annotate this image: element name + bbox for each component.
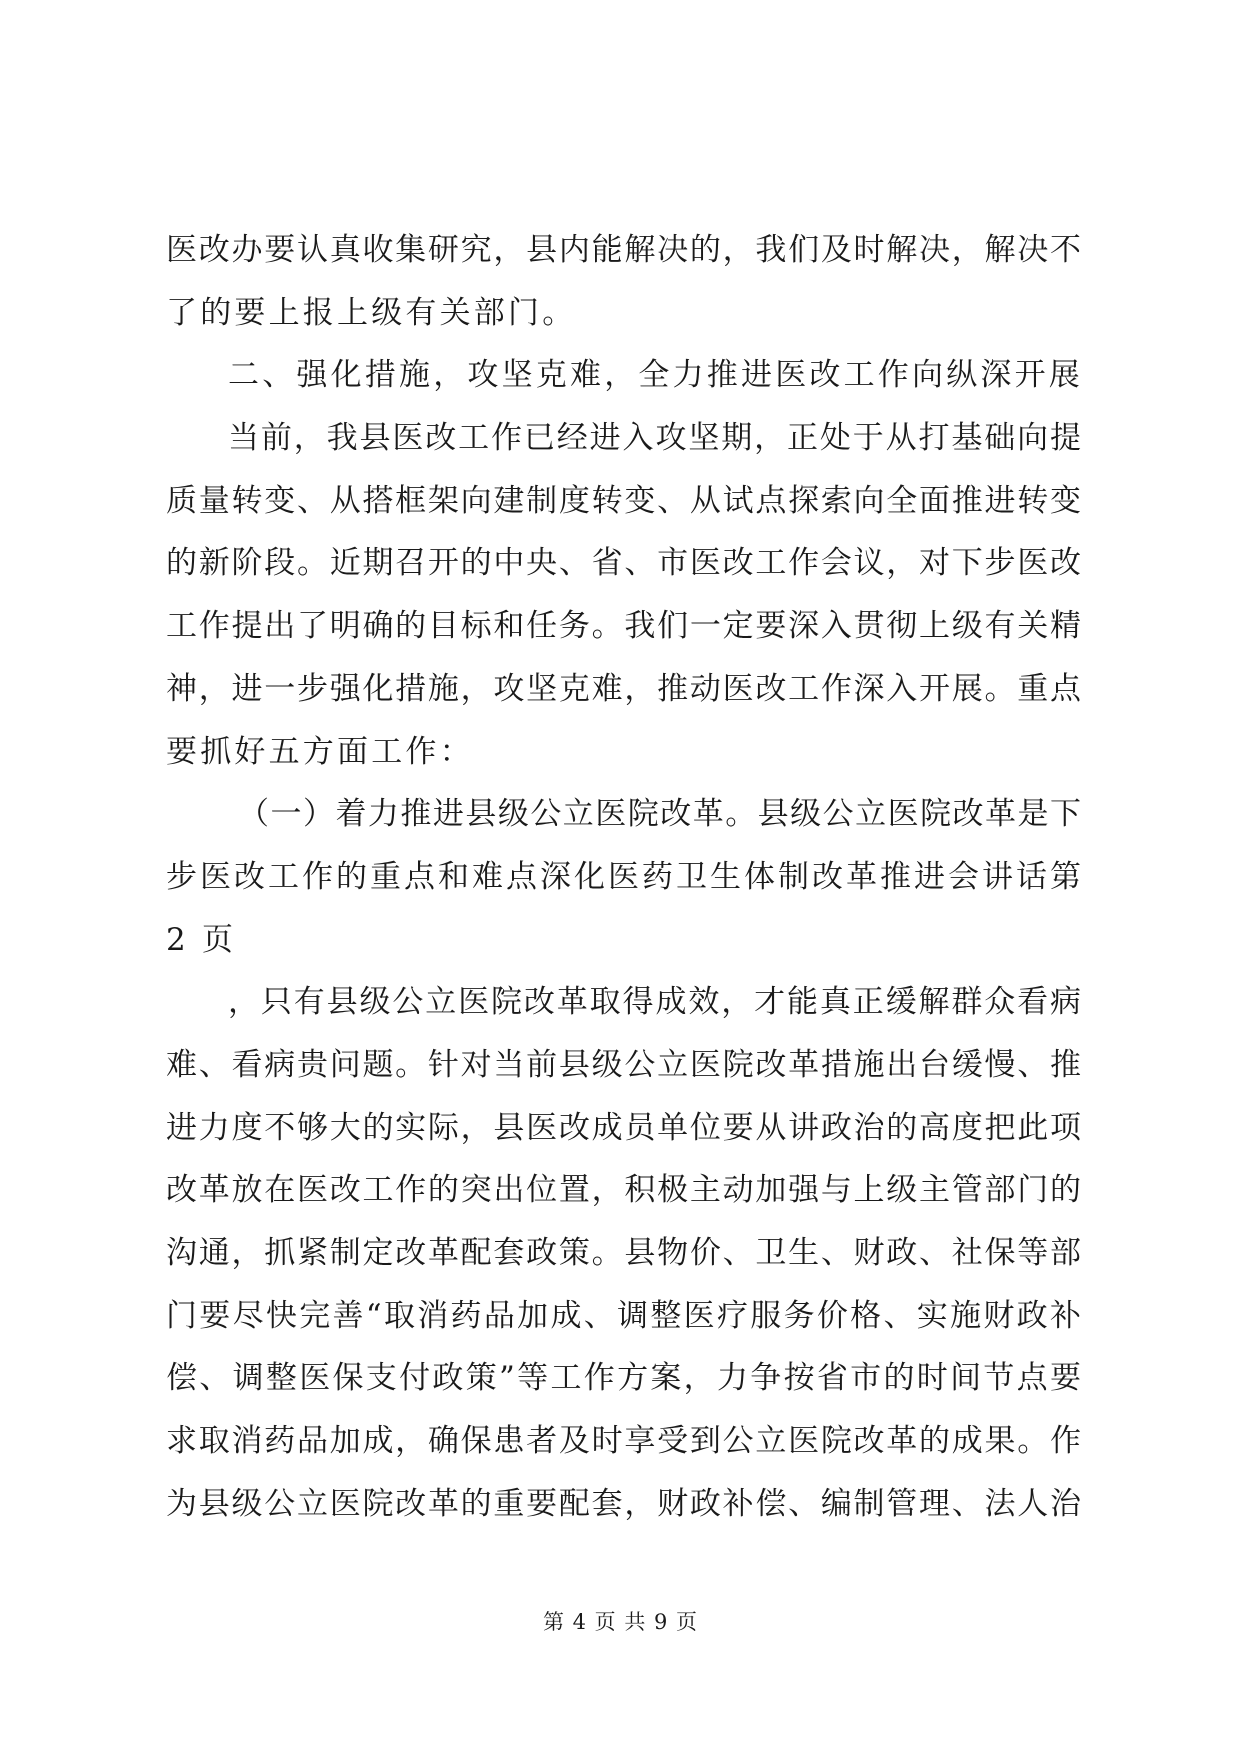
text-line: 难、看病贵问题。针对当前县级公立医院改革措施出台缓慢、推: [166, 1046, 1081, 1083]
section-heading: 二、强化措施，攻坚克难，全力推进医改工作向纵深开展: [228, 357, 1083, 394]
text-line: 进力度不够大的实际，县医改成员单位要从讲政治的高度把此项: [166, 1109, 1081, 1146]
text-line: 门要尽快完善“取消药品加成、调整医疗服务价格、实施财政补: [166, 1297, 1081, 1334]
page-footer: 第 4 页 共 9 页: [542, 1610, 699, 1634]
text-line: 的新阶段。近期召开的中央、省、市医改工作会议，对下步医改: [166, 545, 1081, 582]
text-line: 求取消药品加成，确保患者及时享受到公立医院改革的成果。作: [166, 1423, 1081, 1460]
body-text: [166, 232, 1081, 1548]
text-line: 改革放在医改工作的突出位置，积极主动加强与上级主管部门的: [166, 1172, 1081, 1209]
subsection-line: （一）着力推进县级公立医院改革。县级公立医院改革是下: [238, 796, 1081, 833]
text-line: 偿、调整医保支付政策”等工作方案，力争按省市的时间节点要: [166, 1360, 1081, 1397]
text-line: 医改办要认真收集研究，县内能解决的，我们及时解决，解决不: [166, 232, 1081, 268]
text-line: 步医改工作的重点和难点深化医药卫生体制改革推进会讲话第: [166, 858, 1081, 895]
text-line: 要抓好五方面工作：: [166, 733, 474, 770]
text-line: 质量转变、从搭框架向建制度转变、从试点探索向全面推进转变: [166, 482, 1081, 519]
text-line: 沟通，抓紧制定改革配套政策。县物价、卫生、财政、社保等部: [166, 1235, 1081, 1271]
text-line: 当前，我县医改工作已经进入攻坚期，正处于从打基础向提: [228, 420, 1081, 457]
text-line: 为县级公立医院改革的重要配套，财政补偿、编制管理、法人治: [166, 1485, 1081, 1522]
text-line: ，只有县级公立医院改革取得成效，才能真正缓解群众看病: [228, 984, 1081, 1021]
text-line: 2 页: [166, 921, 237, 958]
text-line: 了的要上报上级有关部门。: [166, 294, 577, 331]
text-line: 神，进一步强化措施，攻坚克难，推动医改工作深入开展。重点: [166, 670, 1081, 707]
text-line: 工作提出了明确的目标和任务。我们一定要深入贯彻上级有关精: [166, 608, 1081, 645]
